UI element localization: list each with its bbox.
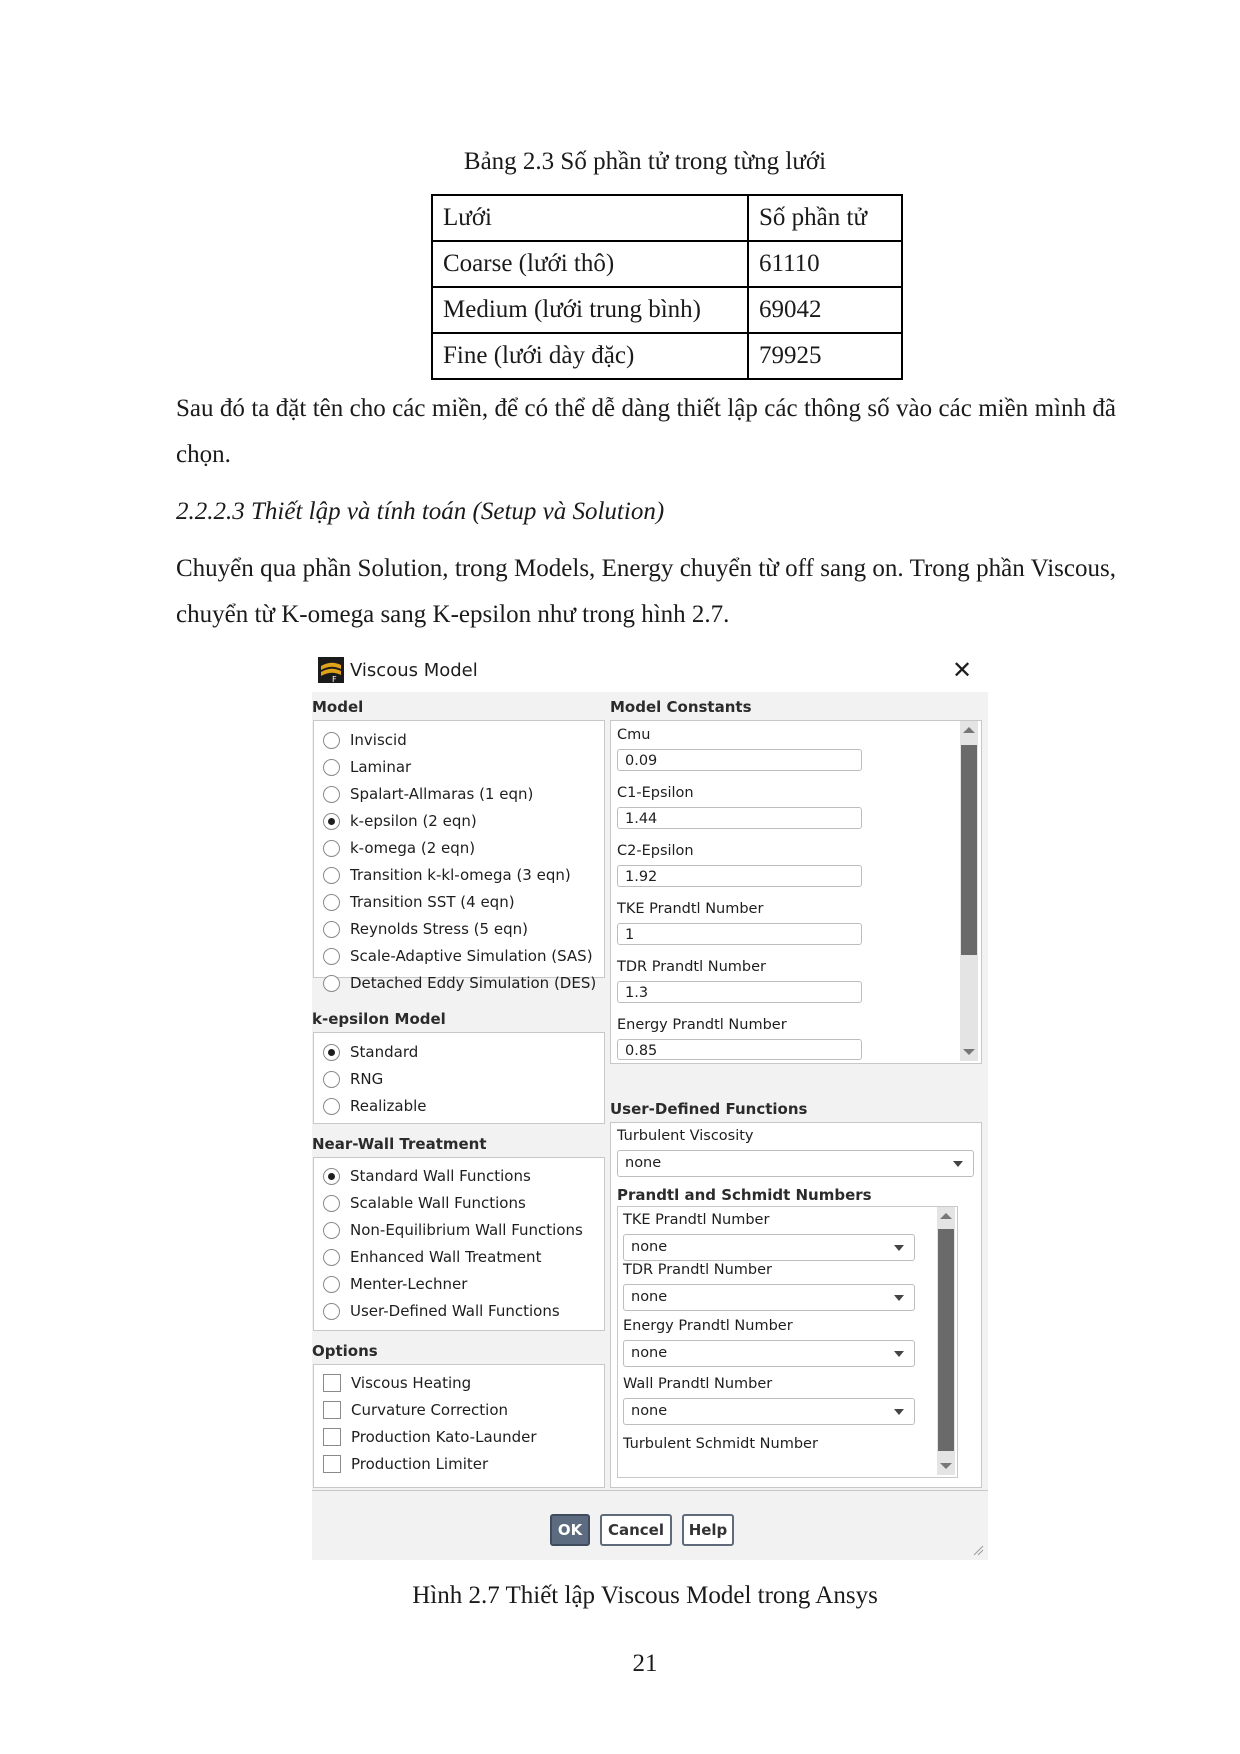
nearwall-option-selected[interactable]: Standard Wall Functions (323, 1165, 531, 1187)
constant-label: C1-Epsilon (617, 785, 694, 801)
checkbox-icon (323, 1401, 341, 1419)
paragraph-1: Sau đó ta đặt tên cho các miền, để có thể dễ dàng thiết lập các thông số vào các miền mình đã chọn. (176, 395, 1116, 468)
constant-label: TKE Prandtl Number (617, 901, 764, 917)
scroll-up-icon[interactable] (940, 1213, 952, 1219)
table-row (432, 287, 902, 333)
scrollbar-thumb[interactable] (961, 745, 977, 955)
radio-icon (323, 759, 340, 776)
ps-label: Energy Prandtl Number (623, 1318, 793, 1334)
resize-grip-icon[interactable] (972, 1544, 984, 1556)
radio-icon (323, 1222, 340, 1239)
constant-input[interactable]: 1.44 (617, 807, 862, 829)
constant-label: TDR Prandtl Number (617, 959, 767, 975)
chevron-down-icon (953, 1161, 963, 1167)
fluent-app-icon (318, 657, 344, 683)
radio-icon (323, 840, 340, 857)
constant-input[interactable]: 1.92 (617, 865, 862, 887)
model-option[interactable]: k-omega (2 eqn) (323, 837, 475, 859)
options-section-title: Options (312, 1342, 378, 1360)
table-cell: Medium (lưới trung bình) (432, 287, 748, 333)
table-row (432, 333, 902, 379)
radio-icon (323, 1303, 340, 1320)
turbulent-viscosity-select[interactable]: none (617, 1150, 974, 1177)
udf-section-title: User-Defined Functions (610, 1100, 808, 1118)
section-heading: 2.2.2.3 Thiết lập và tính toán (Setup và Solution) (176, 498, 665, 525)
option-checkbox[interactable]: Production Kato-Launder (323, 1426, 537, 1448)
radio-icon (323, 894, 340, 911)
radio-icon (323, 1195, 340, 1212)
ps-select[interactable]: none (623, 1398, 915, 1425)
radio-selected-icon (323, 813, 340, 830)
model-option[interactable]: Transition k-kl-omega (3 eqn) (323, 864, 571, 886)
ps-select[interactable]: none (623, 1234, 915, 1261)
table-caption: Bảng 2.3 Số phần tử trong từng lưới (463, 148, 827, 175)
table-header-row (432, 195, 902, 241)
nearwall-section-title: Near-Wall Treatment (312, 1135, 487, 1153)
ps-label: TKE Prandtl Number (623, 1212, 770, 1228)
ps-label: Turbulent Schmidt Number (623, 1436, 818, 1452)
paragraph-2: Chuyển qua phần Solution, trong Models, Energy chuyển từ off sang on. Trong phần Viscous, chuyển từ K-omega sang K-epsilon như trong hình 2.7. (176, 555, 1116, 628)
cancel-button[interactable]: Cancel (600, 1514, 672, 1546)
radio-icon (323, 1098, 340, 1115)
kepsilon-option[interactable]: Realizable (323, 1095, 427, 1117)
turbulent-viscosity-label: Turbulent Viscosity (617, 1128, 754, 1144)
radio-icon (323, 867, 340, 884)
checkbox-icon (323, 1374, 341, 1392)
constant-input[interactable]: 0.09 (617, 749, 862, 771)
scroll-down-icon[interactable] (940, 1463, 952, 1469)
dialog-titlebar (312, 650, 988, 692)
nearwall-option[interactable]: Non-Equilibrium Wall Functions (323, 1219, 583, 1241)
constant-input[interactable]: 1 (617, 923, 862, 945)
ps-select[interactable]: none (623, 1284, 915, 1311)
constant-input[interactable]: 0.85 (617, 1039, 862, 1060)
table-cell: 61110 (748, 241, 902, 287)
constant-input[interactable]: 1.3 (617, 981, 862, 1003)
scroll-up-icon[interactable] (963, 727, 975, 733)
prandtl-schmidt-title: Prandtl and Schmidt Numbers (617, 1186, 872, 1204)
constant-label: Cmu (617, 727, 651, 743)
scrollbar-thumb[interactable] (938, 1229, 954, 1451)
model-option[interactable]: Scale-Adaptive Simulation (SAS) (323, 945, 593, 967)
radio-icon (323, 975, 340, 992)
ps-label: TDR Prandtl Number (623, 1262, 773, 1278)
radio-icon (323, 732, 340, 749)
constants-scrollbar[interactable] (960, 721, 978, 1061)
radio-selected-icon (323, 1168, 340, 1185)
radio-icon (323, 1276, 340, 1293)
checkbox-icon (323, 1455, 341, 1473)
dialog-title: Viscous Model (350, 660, 478, 681)
model-option[interactable]: Laminar (323, 756, 411, 778)
footer-divider (312, 1490, 988, 1491)
table-header-cell: Lưới (432, 195, 748, 241)
model-option[interactable]: Inviscid (323, 729, 407, 751)
option-checkbox[interactable]: Viscous Heating (323, 1372, 471, 1394)
option-checkbox[interactable]: Production Limiter (323, 1453, 488, 1475)
constants-group (610, 720, 982, 1064)
model-section-title: Model (312, 698, 364, 716)
radio-icon (323, 1249, 340, 1266)
radio-icon (323, 1071, 340, 1088)
nearwall-option[interactable]: User-Defined Wall Functions (323, 1300, 560, 1322)
help-button[interactable]: Help (682, 1514, 734, 1546)
chevron-down-icon (894, 1409, 904, 1415)
table-header-cell: Số phần tử (748, 195, 902, 241)
constant-label: Energy Prandtl Number (617, 1017, 787, 1033)
ps-select[interactable]: none (623, 1340, 915, 1367)
scroll-down-icon[interactable] (963, 1049, 975, 1055)
nearwall-option[interactable]: Scalable Wall Functions (323, 1192, 526, 1214)
table-cell: 79925 (748, 333, 902, 379)
checkbox-icon (323, 1428, 341, 1446)
model-option[interactable]: Transition SST (4 eqn) (323, 891, 515, 913)
radio-icon (323, 921, 340, 938)
option-checkbox[interactable]: Curvature Correction (323, 1399, 508, 1421)
table-row (432, 241, 902, 287)
figure-caption: Hình 2.7 Thiết lập Viscous Model trong Ansys (412, 1582, 878, 1609)
table-cell: Coarse (lưới thô) (432, 241, 748, 287)
table-cell: 69042 (748, 287, 902, 333)
nearwall-option[interactable]: Menter-Lechner (323, 1273, 467, 1295)
model-option[interactable]: Spalart-Allmaras (1 eqn) (323, 783, 533, 805)
chevron-down-icon (894, 1245, 904, 1251)
chevron-down-icon (894, 1351, 904, 1357)
kepsilon-option[interactable]: RNG (323, 1068, 383, 1090)
mesh-table (431, 194, 903, 380)
svg-text:F: F (332, 675, 337, 683)
constants-section-title: Model Constants (610, 698, 752, 716)
model-option[interactable]: Reynolds Stress (5 eqn) (323, 918, 528, 940)
ps-label: Wall Prandtl Number (623, 1376, 773, 1392)
radio-icon (323, 786, 340, 803)
model-option-selected[interactable]: k-epsilon (2 eqn) (323, 810, 477, 832)
radio-selected-icon (323, 1044, 340, 1061)
chevron-down-icon (894, 1295, 904, 1301)
constant-label: C2-Epsilon (617, 843, 694, 859)
close-icon[interactable]: ✕ (952, 656, 973, 684)
ok-button[interactable]: OK (550, 1514, 590, 1546)
model-option[interactable]: Detached Eddy Simulation (DES) (323, 972, 596, 994)
radio-icon (323, 948, 340, 965)
viscous-model-dialog (312, 650, 988, 1560)
page-number: 21 (632, 1650, 658, 1677)
kepsilon-option-selected[interactable]: Standard (323, 1041, 418, 1063)
ps-scrollbar[interactable] (937, 1207, 955, 1475)
nearwall-option[interactable]: Enhanced Wall Treatment (323, 1246, 541, 1268)
kepsilon-section-title: k-epsilon Model (312, 1010, 446, 1028)
table-cell: Fine (lưới dày đặc) (432, 333, 748, 379)
